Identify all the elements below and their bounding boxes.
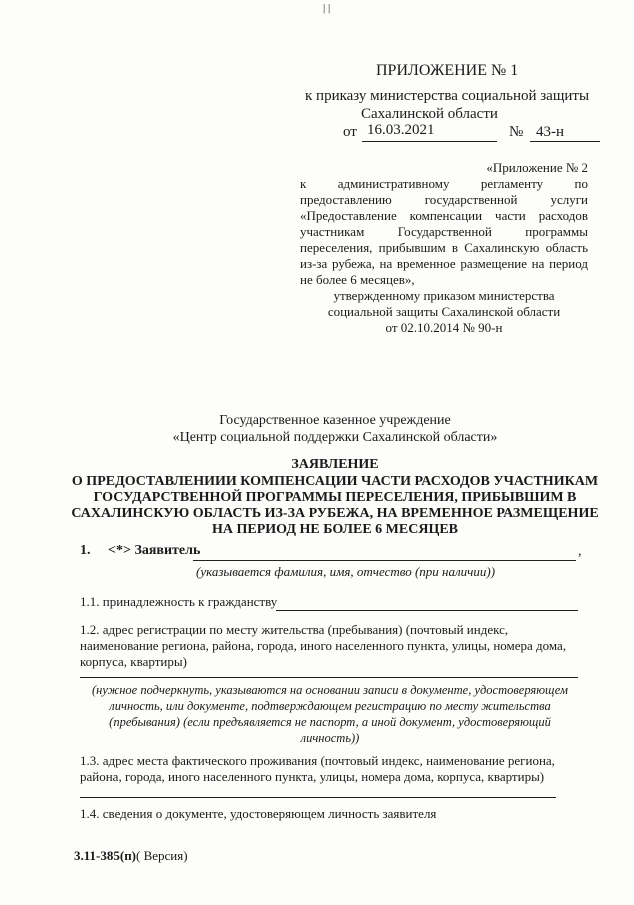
appendix-date-prefix: от bbox=[343, 124, 357, 140]
footer-version: ( Версия) bbox=[136, 848, 188, 863]
regulation-line-5: участникам Государственной программы bbox=[300, 224, 588, 239]
citizenship-field[interactable] bbox=[276, 610, 578, 611]
s1-3-line-1: 1.3. адрес места фактического проживания (почтовый индекс, наименование региона, bbox=[80, 753, 555, 768]
applicant-name-field[interactable] bbox=[193, 560, 576, 561]
section1-number: 1. bbox=[80, 543, 91, 558]
regulation-line-1: «Приложение № 2 bbox=[486, 160, 588, 175]
s1-2-note-3: (пребывания) (если предъявляется не паспорт, а иной документ, удостоверяющий bbox=[109, 715, 551, 729]
section1-comma: , bbox=[578, 544, 582, 559]
s1-2-note-4: личность)) bbox=[300, 731, 360, 745]
appendix-date: 16.03.2021 bbox=[367, 122, 435, 138]
statement-line-1: О ПРЕДОСТАВЛЕНИИИ КОМПЕНСАЦИИ ЧАСТИ РАСХОДОВ УЧАСТНИКАМ bbox=[71, 474, 599, 489]
s1-2-note-2: личность, или документе, подтверждающем регистрацию по месту жительства bbox=[109, 699, 551, 713]
footer-code: 3.11-385(п) bbox=[74, 848, 137, 863]
appendix-number: 43-н bbox=[536, 124, 565, 140]
registration-address-field[interactable] bbox=[80, 677, 578, 678]
regulation-line-7: из-за рубежа, на временное размещение на период bbox=[300, 256, 588, 271]
statement-line-4: НА ПЕРИОД НЕ БОЛЕЕ 6 МЕСЯЦЕВ bbox=[211, 522, 459, 537]
s1-3-line-2: района, города, иного населенного пункта, улицы, номера дома, корпуса, квартиры) bbox=[80, 769, 545, 784]
number-underline bbox=[530, 141, 600, 142]
s1-4-label: 1.4. сведения о документе, удостоверяющем личность заявителя bbox=[80, 806, 437, 821]
regulation-approved-3: от 02.10.2014 № 90-н bbox=[385, 320, 503, 335]
regulation-line-2: к административному регламенту по bbox=[300, 176, 588, 191]
section1-label: <*> Заявитель bbox=[108, 543, 201, 558]
institution-line-2: «Центр социальной поддержки Сахалинской области» bbox=[172, 430, 498, 445]
appendix-line-2: Сахалинской области bbox=[361, 106, 498, 122]
s1-2-line-2: наименование региона, района, города, иного населенного пункта, улицы, номера дома, bbox=[80, 638, 567, 653]
s1-2-note-1: (нужное подчеркнуть, указываются на основании записи в документе, удостоверяющем bbox=[91, 683, 569, 697]
appendix-number-prefix: № bbox=[509, 124, 524, 140]
date-underline bbox=[362, 141, 497, 142]
regulation-line-8: не более 6 месяцев», bbox=[300, 272, 415, 287]
section1-hint: (указывается фамилия, имя, отчество (при наличии)) bbox=[196, 564, 496, 579]
statement-title: ЗАЯВЛЕНИЕ bbox=[291, 457, 379, 472]
appendix-line-1: к приказу министерства социальной защиты bbox=[305, 88, 590, 104]
scan-marks: | | bbox=[323, 2, 331, 14]
statement-line-3: САХАЛИНСКУЮ ОБЛАСТЬ ИЗ-ЗА РУБЕЖА, НА ВРЕМЕННОЕ РАЗМЕЩЕНИЕ bbox=[71, 506, 599, 521]
statement-line-2: ГОСУДАРСТВЕННОЙ ПРОГРАММЫ ПЕРЕСЕЛЕНИЯ, ПРИБЫВШИМ В bbox=[93, 490, 577, 505]
appendix-title: ПРИЛОЖЕНИЕ № 1 bbox=[376, 62, 519, 79]
actual-address-field[interactable] bbox=[80, 797, 556, 798]
s1-2-line-1: 1.2. адрес регистрации по месту жительства (пребывания) (почтовый индекс, bbox=[80, 622, 509, 637]
s1-2-line-3: корпуса, квартиры) bbox=[80, 654, 187, 669]
regulation-line-4: «Предоставление компенсации части расходов bbox=[300, 208, 588, 223]
regulation-approved-1: утвержденному приказом министерства bbox=[333, 288, 555, 303]
regulation-line-3: предоставлению государственной услуги bbox=[300, 192, 588, 207]
s1-1-label: 1.1. принадлежность к гражданству bbox=[80, 594, 278, 609]
institution-line-1: Государственное казенное учреждение bbox=[219, 413, 451, 428]
footer bbox=[74, 848, 188, 864]
regulation-approved-2: социальной защиты Сахалинской области bbox=[327, 304, 561, 319]
regulation-line-6: переселения, прибывшим в Сахалинскую область bbox=[300, 240, 588, 255]
